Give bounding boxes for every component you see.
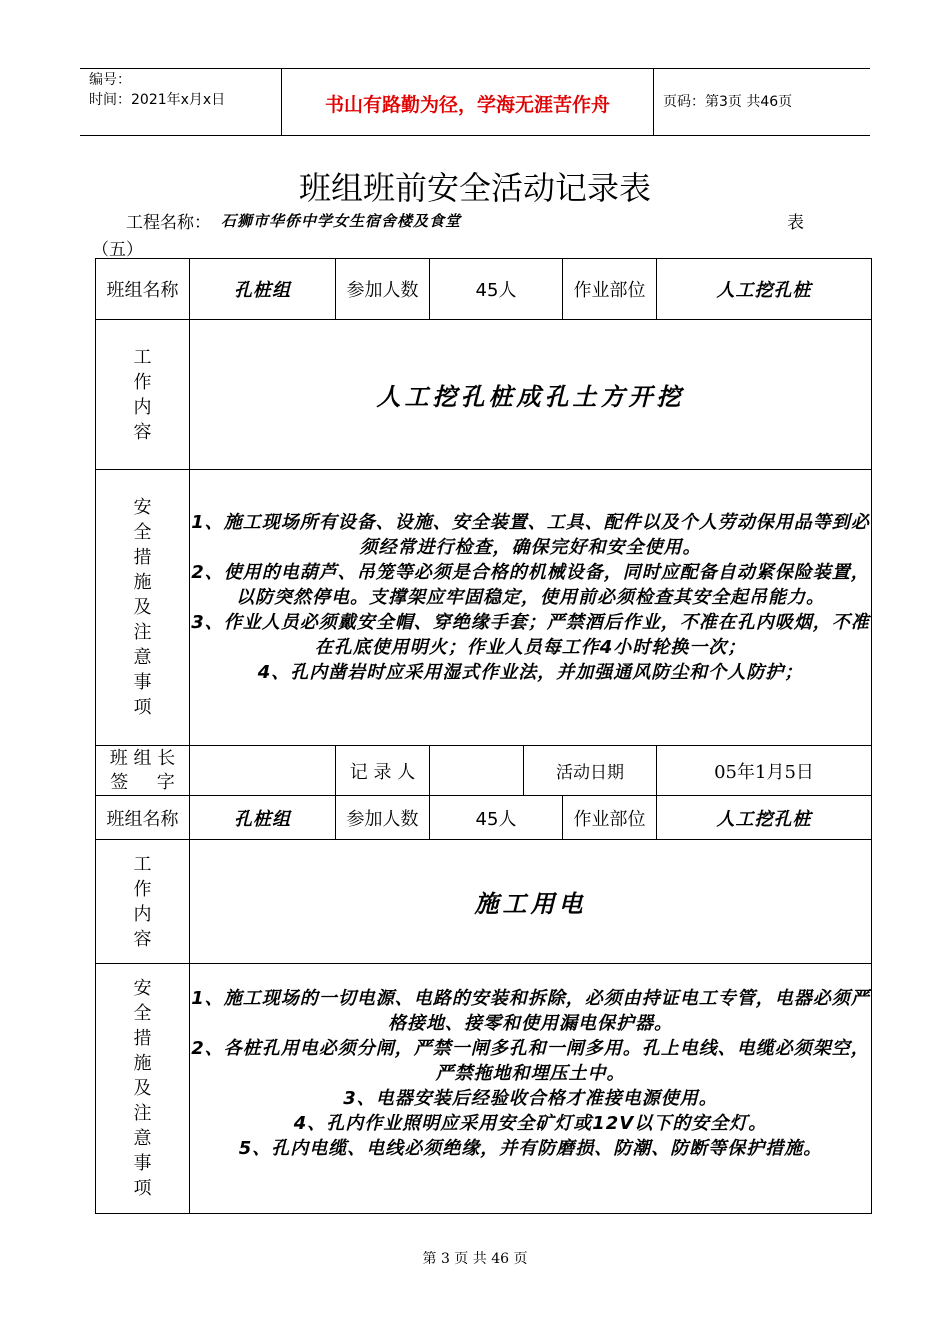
record1-info-row [96, 259, 872, 320]
doc-time-label: 时间：2021年x月x日 [89, 92, 226, 108]
project-name: 石狮市华侨中学女生宿舍楼及食堂 [221, 212, 462, 230]
leader-signature-cell[interactable] [190, 746, 336, 796]
recorder-label: 记 录 人 [336, 746, 430, 796]
team-name-label: 班组名称 [96, 259, 190, 320]
page-title: 班组班前安全活动记录表 [298, 169, 651, 207]
work-content-value: 施工用电 [474, 890, 587, 918]
measure-item: 3、作业人员必须戴安全帽、穿绝缘手套；严禁酒后作业，不准在孔内吸烟，不准在孔底使用明火；作业人员每工作4小时轮换一次； [191, 612, 870, 658]
measure-item: 4、孔内作业照明应采用安全矿灯或12V以下的安全灯。 [293, 1113, 768, 1134]
record2-content-row [96, 840, 872, 964]
motto: 书山有路勤为径，学海无涯苦作舟 [324, 94, 610, 116]
work-location-value: 人工挖孔桩 [657, 259, 872, 320]
work-location-value: 人工挖孔桩 [657, 796, 872, 840]
activity-date-value: 05年1月5日 [657, 746, 872, 796]
work-content-value: 人工挖孔桩成孔土方开挖 [376, 383, 685, 411]
leader-sign-label-line1: 班 组 长 [109, 747, 176, 769]
measure-item: 5、孔内电缆、电线必须绝缘，并有防磨损、防潮、防断等保护措施。 [238, 1138, 823, 1159]
participants-label: 参加人数 [336, 796, 430, 840]
record1-sign-row [96, 746, 872, 796]
measure-item: 2、使用的电葫芦、吊笼等必须是合格的机械设备，同时应配备自动紧保险装置，以防突然停电。支撑架应牢固稳定，使用前必须检查其安全起吊能力。 [191, 562, 870, 608]
record1-measures-row [96, 470, 872, 746]
page-footer: 第 3 页 共 46 页 [422, 1251, 528, 1267]
measure-item: 1、施工现场所有设备、设施、安全装置、工具、配件以及个人劳动保用品等到必须经常进行检查，确保完好和安全使用。 [191, 512, 870, 558]
page-indicator: 页码：第3页 共46页 [663, 94, 793, 110]
record2-measures-row [96, 964, 872, 1214]
work-content-label: 工作内容 [133, 346, 152, 443]
table-number: 表 [787, 213, 804, 233]
safety-measures-label: 安全措施及注意事项 [133, 978, 152, 1199]
safety-measures-label: 安全措施及注意事项 [133, 497, 152, 718]
doc-number-label: 编号： [89, 72, 131, 88]
measure-item: 2、各桩孔用电必须分闸，严禁一闸多孔和一闸多用。孔上电线、电缆必须架空，严禁拖地和埋压土中。 [191, 1038, 870, 1084]
team-name-value: 孔桩组 [190, 259, 336, 320]
team-name-value: 孔桩组 [190, 796, 336, 840]
leader-sign-label-line2: 签 字 [110, 771, 175, 793]
recorder-value-cell[interactable] [430, 746, 524, 796]
record2-info-row [96, 796, 872, 840]
record1-content-row [96, 320, 872, 470]
participants-label: 参加人数 [336, 259, 430, 320]
work-location-label: 作业部位 [563, 796, 657, 840]
measure-item: 4、孔内凿岩时应采用湿式作业法，并加强通风防尘和个人防护； [257, 662, 804, 683]
project-label: 工程名称： [126, 213, 211, 233]
measure-item: 3、电器安装后经验收合格才准接电源使用。 [343, 1088, 718, 1109]
safety-measures-list [190, 964, 872, 1214]
work-content-label: 工作内容 [133, 853, 152, 950]
table-number-suffix: （五） [92, 240, 143, 260]
work-location-label: 作业部位 [563, 259, 657, 320]
participants-value: 45人 [430, 796, 563, 840]
team-name-label: 班组名称 [96, 796, 190, 840]
measure-item: 1、施工现场的一切电源、电路的安装和拆除，必须由持证电工专管，电器必须严格接地、接零和使用漏电保护器。 [191, 988, 870, 1034]
record-table [95, 258, 872, 1214]
safety-measures-list [190, 470, 872, 746]
activity-date-label: 活动日期 [524, 746, 657, 796]
participants-value: 45人 [430, 259, 563, 320]
